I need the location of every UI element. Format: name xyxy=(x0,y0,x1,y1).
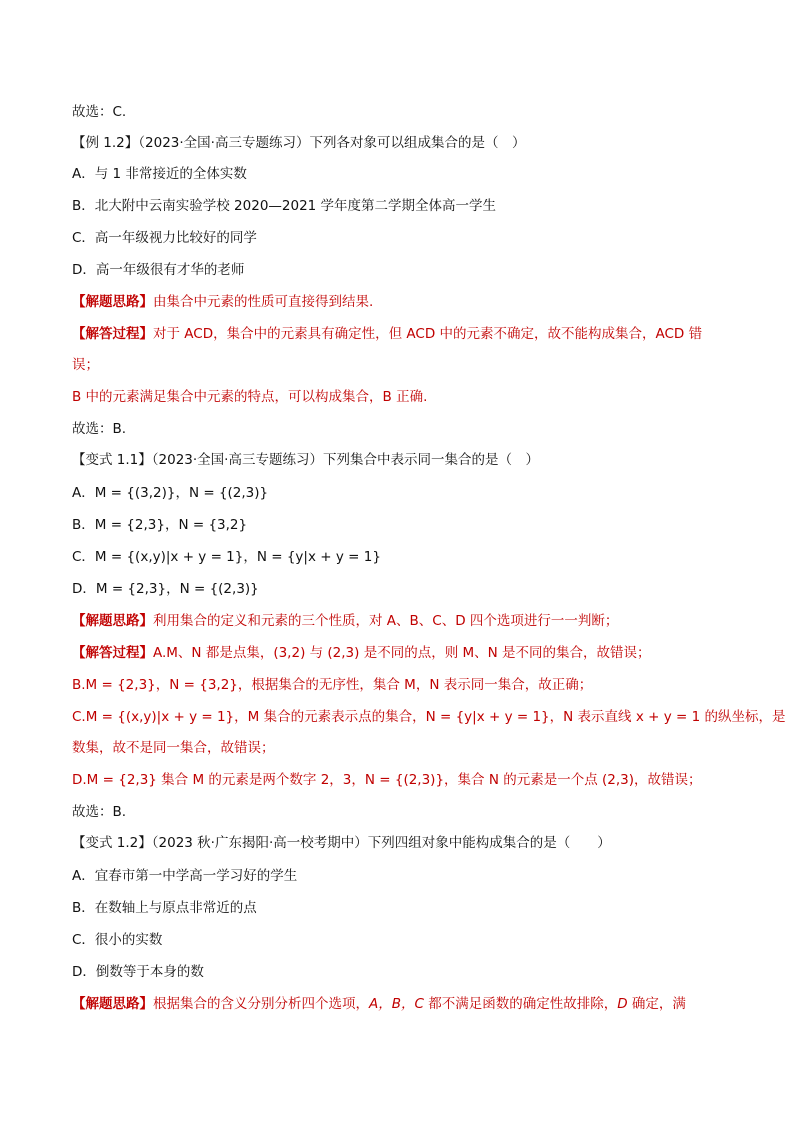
text-segment: 对于 ACD，集合中的元素具有确定性，但 ACD 中的元素不确定，故不能构成集合，ACD 错 xyxy=(153,326,703,342)
text-segment: D xyxy=(617,996,628,1012)
text-segment: 确定，满 xyxy=(627,996,686,1012)
text-segment: C．M = {(x,y)|x + y = 1}，N = {y|x + y = 1} xyxy=(72,549,381,565)
text-line xyxy=(72,579,734,599)
text-segment: C.M = {(x,y)|x + y = 1}，M 集合的元素表示点的集合，N = {y|x + y = 1}，N 表示直线 x + y = 1 的纵坐标，是 xyxy=(72,709,786,725)
text-segment: C．很小的实数 xyxy=(72,932,163,948)
text-segment: B．M = {2,3}，N = {3,2} xyxy=(72,517,248,533)
text-line xyxy=(72,355,734,375)
text-segment: B.M = {2,3}，N = {3,2}，根据集合的无序性，集合 M，N 表示同一集合，故正确； xyxy=(72,677,593,693)
text-line xyxy=(72,133,734,153)
text-line xyxy=(72,387,734,407)
text-line xyxy=(72,419,734,439)
text-segment: D．M = {2,3}，N = {(2,3)} xyxy=(72,581,259,597)
section-tag: 【解题思路】 xyxy=(72,996,153,1012)
text-line xyxy=(72,324,734,344)
text-segment: B 中的元素满足集合中元素的特点，可以构成集合，B 正确. xyxy=(72,389,428,405)
text-line xyxy=(72,802,734,822)
text-segment: 误； xyxy=(72,357,99,373)
section-tag: 【解答过程】 xyxy=(72,645,153,661)
section-tag: 【解题思路】 xyxy=(72,613,153,629)
text-line xyxy=(72,643,734,663)
text-line xyxy=(72,738,734,758)
text-line xyxy=(72,260,734,280)
text-segment: A．宜春市第一中学高一学习好的学生 xyxy=(72,868,298,884)
text-line xyxy=(72,515,734,535)
text-line xyxy=(72,611,734,631)
text-line xyxy=(72,898,734,918)
text-segment: 故选：B. xyxy=(72,804,127,820)
text-segment: A．与 1 非常接近的全体实数 xyxy=(72,166,247,182)
text-segment: 【变式 1.1】（2023·全国·高三专题练习）下列集合中表示同一集合的是（ ） xyxy=(72,452,539,468)
text-segment: D.M = {2,3} 集合 M 的元素是两个数字 2，3，N = {(2,3)}，集合 N 的元素是一个点 (2,3)，故错误； xyxy=(72,772,702,788)
text-line xyxy=(72,102,734,122)
text-line xyxy=(72,483,734,503)
text-line xyxy=(72,675,734,695)
text-line xyxy=(72,164,734,184)
text-segment: 【例 1.2】（2023·全国·高三专题练习）下列各对象可以组成集合的是（ ） xyxy=(72,135,526,151)
text-line xyxy=(72,292,734,312)
text-line xyxy=(72,770,734,790)
text-line xyxy=(72,930,734,950)
text-segment: 【变式 1.2】（2023 秋·广东揭阳·高一校考期中）下列四组对象中能构成集合的是（ ） xyxy=(72,835,611,851)
text-line xyxy=(72,707,786,727)
section-tag: 【解答过程】 xyxy=(72,326,153,342)
text-segment: 根据集合的含义分别分析四个选项， xyxy=(153,996,369,1012)
text-segment: C．高一年级视力比较好的同学 xyxy=(72,230,257,246)
text-segment: D．倒数等于本身的数 xyxy=(72,964,204,980)
text-segment: B．在数轴上与原点非常近的点 xyxy=(72,900,257,916)
text-line xyxy=(72,962,734,982)
text-segment: A．M = {(3,2)}，N = {(2,3)} xyxy=(72,485,269,501)
text-segment: 数集，故不是同一集合，故错误； xyxy=(72,740,275,756)
text-segment: D．高一年级很有才华的老师 xyxy=(72,262,245,278)
text-segment: B．北大附中云南实验学校 2020—2021 学年度第二学期全体高一学生 xyxy=(72,198,497,214)
text-line xyxy=(72,833,734,853)
text-segment: 故选：B. xyxy=(72,421,127,437)
text-segment: A.M、N 都是点集，(3,2) 与 (2,3) 是不同的点，则 M、N 是不同的集合，故错误； xyxy=(153,645,651,661)
text-line xyxy=(72,228,734,248)
text-segment: 故选：C. xyxy=(72,104,127,120)
text-segment: A，B，C xyxy=(369,996,424,1012)
text-line xyxy=(72,994,734,1014)
text-line xyxy=(72,866,734,886)
text-line xyxy=(72,196,734,216)
text-segment: 都不满足函数的确定性故排除， xyxy=(423,996,618,1012)
text-line xyxy=(72,450,734,470)
text-line xyxy=(72,547,734,567)
text-segment: 由集合中元素的性质可直接得到结果. xyxy=(153,294,374,310)
text-segment: 利用集合的定义和元素的三个性质，对 A、B、C、D 四个选项进行一一判断； xyxy=(153,613,619,629)
section-tag: 【解题思路】 xyxy=(72,294,153,310)
